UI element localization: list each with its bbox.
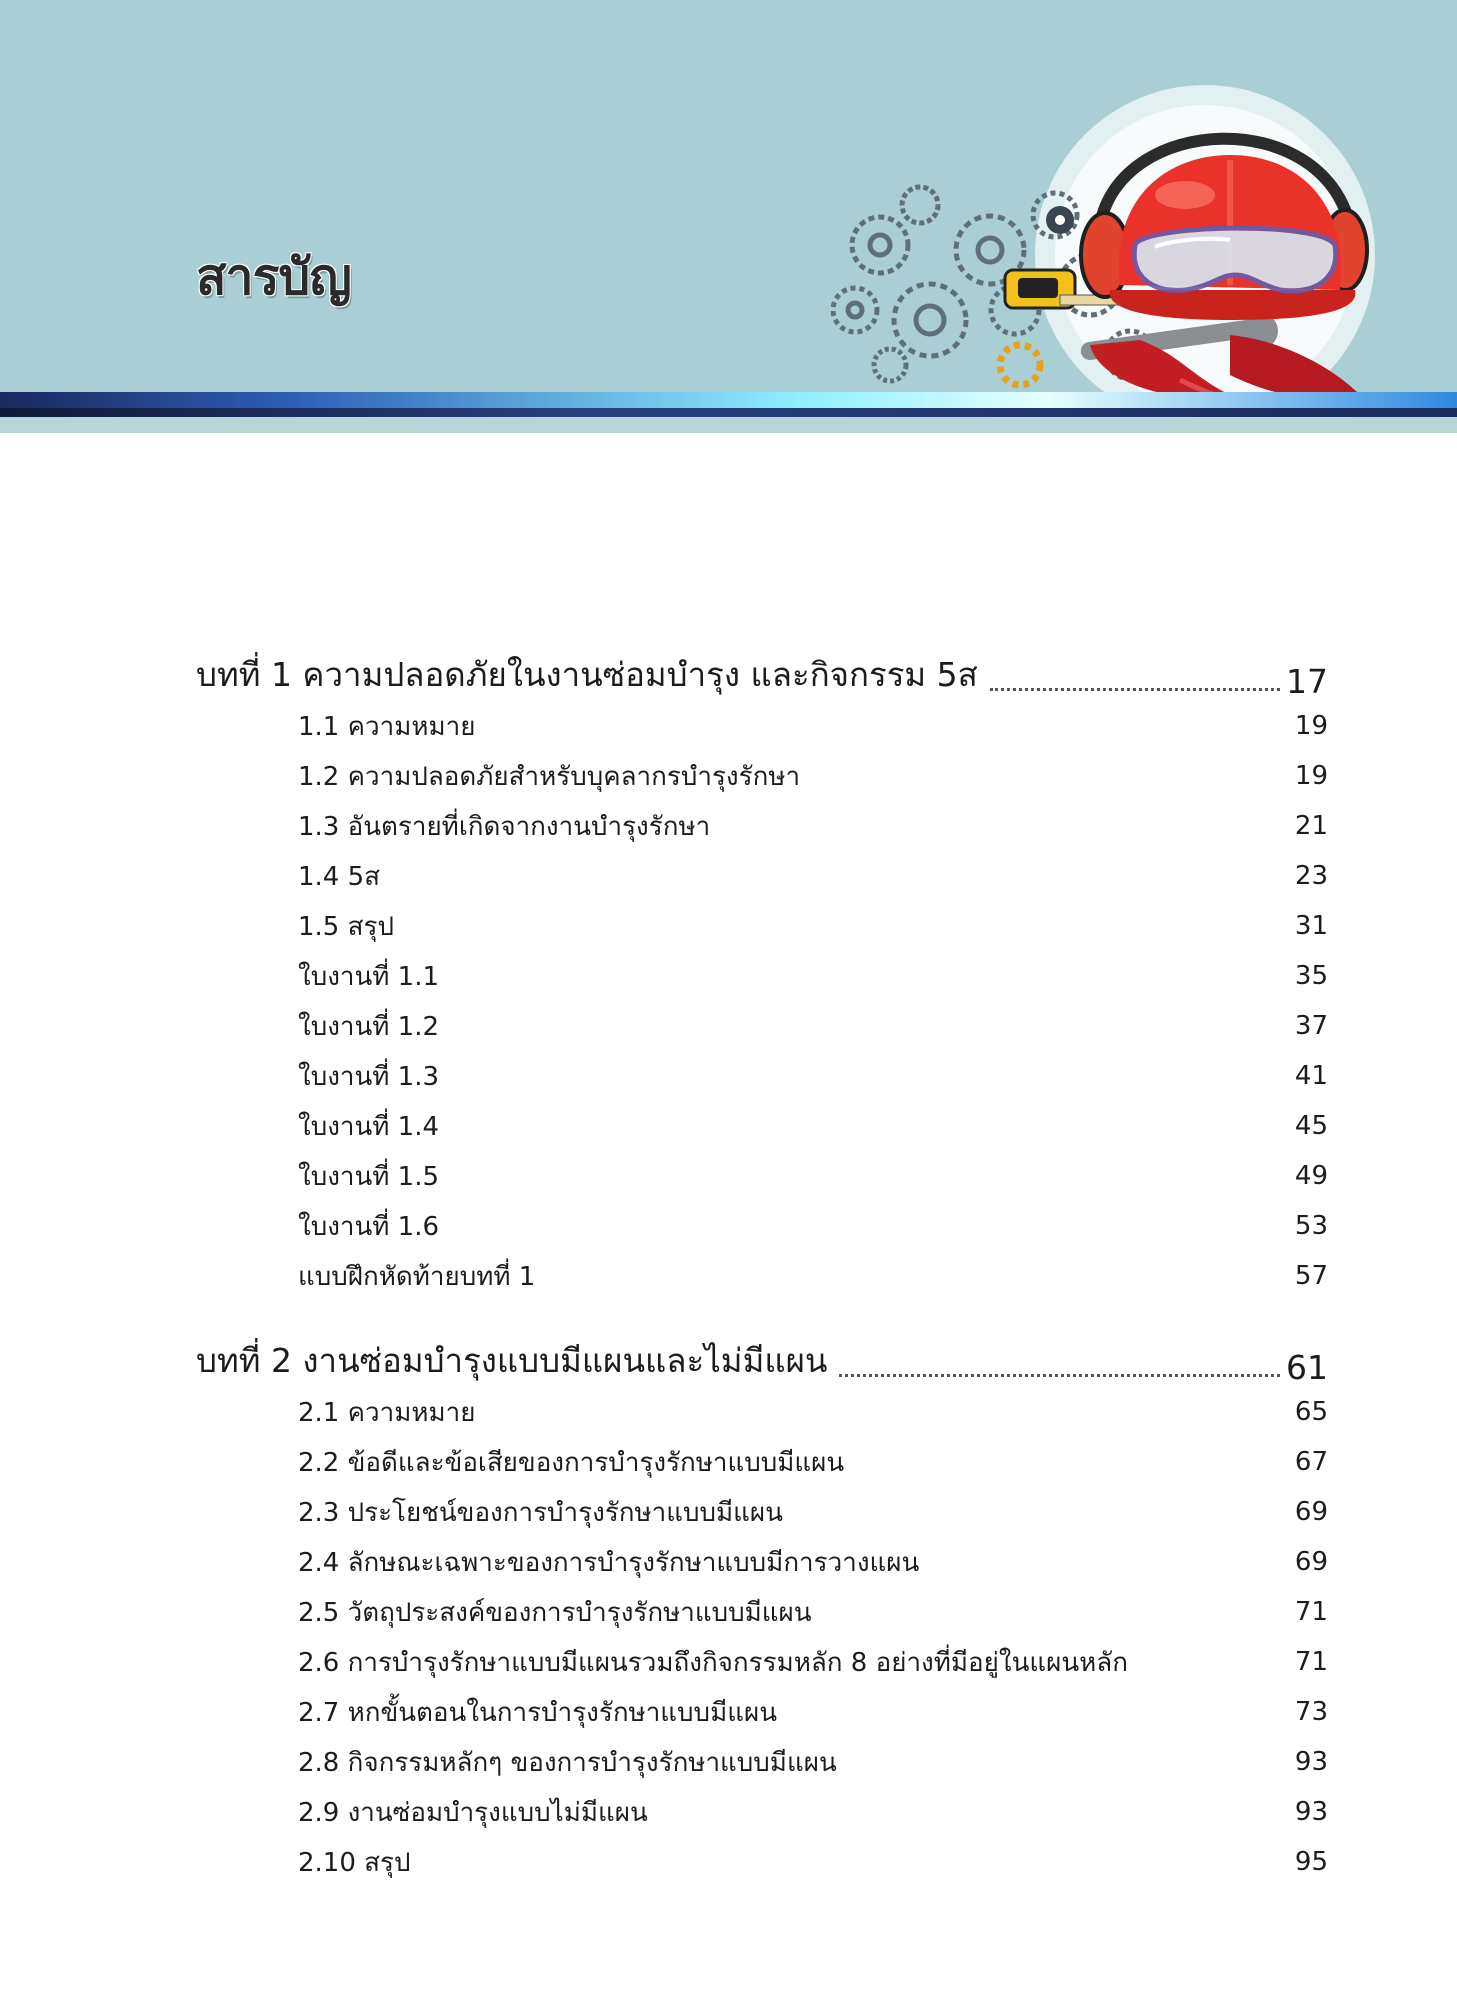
toc-entry[interactable]	[196, 1587, 1328, 1637]
entry-label: ใบงานที่ 1.1	[298, 961, 440, 992]
entry-label: 2.8 กิจกรรมหลักๆ ของการบำรุงรักษาแบบมีแผน	[298, 1747, 837, 1778]
entry-page: 71	[1294, 1647, 1328, 1677]
toc-entry[interactable]	[196, 851, 1328, 901]
entry-label: ใบงานที่ 1.5	[298, 1161, 440, 1192]
entry-page: 45	[1294, 1111, 1328, 1141]
toc-entry[interactable]	[196, 1837, 1328, 1887]
toc-entry[interactable]	[196, 1051, 1328, 1101]
entry-page: 37	[1294, 1011, 1328, 1041]
page-title: สารบัญ	[196, 248, 351, 306]
entry-page: 93	[1294, 1797, 1328, 1827]
entry-page: 71	[1294, 1597, 1328, 1627]
entry-label: 1.5 สรุป	[298, 911, 394, 942]
toc-entry[interactable]	[196, 1787, 1328, 1837]
chapter-page: 17	[1286, 662, 1328, 701]
entry-page: 73	[1294, 1697, 1328, 1727]
entry-page: 19	[1294, 761, 1328, 791]
entry-label: 2.10 สรุป	[298, 1847, 411, 1878]
toc-entry[interactable]	[196, 1537, 1328, 1587]
entry-page: 67	[1294, 1447, 1328, 1477]
entry-page: 35	[1294, 961, 1328, 991]
entry-page: 93	[1294, 1747, 1328, 1777]
toc-entry[interactable]	[196, 1001, 1328, 1051]
header-stripe-dark	[0, 408, 1457, 417]
entry-label: ใบงานที่ 1.4	[298, 1111, 440, 1142]
entry-page: 69	[1294, 1497, 1328, 1527]
toc-entry[interactable]	[196, 1201, 1328, 1251]
entry-page: 49	[1294, 1161, 1328, 1191]
table-of-contents	[196, 645, 1328, 1887]
entry-label: 2.6 การบำรุงรักษาแบบมีแผนรวมถึงกิจกรรมหลัก 8 อย่างที่มีอยู่ในแผนหลัก	[298, 1647, 1128, 1678]
chapter-page: 61	[1286, 1348, 1328, 1387]
toc-entry[interactable]	[196, 1101, 1328, 1151]
entry-page: 69	[1294, 1547, 1328, 1577]
entry-label: ใบงานที่ 1.2	[298, 1011, 440, 1042]
entry-label: 2.7 หกขั้นตอนในการบำรุงรักษาแบบมีแผน	[298, 1697, 777, 1728]
entry-label: ใบงานที่ 1.6	[298, 1211, 440, 1242]
toc-entry[interactable]	[196, 701, 1328, 751]
toc-entry[interactable]	[196, 1151, 1328, 1201]
entry-label: ใบงานที่ 1.3	[298, 1061, 440, 1092]
entry-page: 23	[1294, 861, 1328, 891]
entry-page: 19	[1294, 711, 1328, 741]
toc-entry[interactable]	[196, 1687, 1328, 1737]
entry-label: 2.2 ข้อดีและข้อเสียของการบำรุงรักษาแบบมีแผน	[298, 1447, 845, 1478]
entry-page: 65	[1294, 1397, 1328, 1427]
header-stripe-pale	[0, 417, 1457, 433]
entry-label: 2.5 วัตถุประสงค์ของการบำรุงรักษาแบบมีแผน	[298, 1597, 812, 1628]
dot-leader	[990, 688, 1280, 691]
entry-page: 95	[1294, 1847, 1328, 1877]
entry-label: 2.4 ลักษณะเฉพาะของการบำรุงรักษาแบบมีการวางแผน	[298, 1547, 920, 1578]
entry-page: 57	[1294, 1261, 1328, 1291]
entry-label: 2.1 ความหมาย	[298, 1397, 476, 1428]
toc-chapter-2[interactable]	[196, 1331, 1328, 1387]
toc-entry[interactable]	[196, 801, 1328, 851]
header-stripe	[0, 392, 1457, 408]
entry-label: แบบฝึกหัดท้ายบทที่ 1	[298, 1261, 536, 1292]
entry-label: 1.4 5ส	[298, 861, 381, 892]
toc-chapter-1[interactable]	[196, 645, 1328, 701]
entry-label: 2.9 งานซ่อมบำรุงแบบไม่มีแผน	[298, 1797, 648, 1828]
chapter-title: บทที่ 2 งานซ่อมบำรุงแบบมีแผนและไม่มีแผน	[196, 1341, 828, 1380]
entry-page: 31	[1294, 911, 1328, 941]
entry-label: 1.2 ความปลอดภัยสำหรับบุคลากรบำรุงรักษา	[298, 761, 801, 792]
toc-entry[interactable]	[196, 751, 1328, 801]
toc-entry[interactable]	[196, 1487, 1328, 1537]
toc-entry[interactable]	[196, 951, 1328, 1001]
dot-leader	[839, 1374, 1280, 1377]
toc-entry[interactable]	[196, 1737, 1328, 1787]
chapter-title: บทที่ 1 ความปลอดภัยในงานซ่อมบำรุง และกิจกรรม 5ส	[196, 655, 978, 694]
entry-page: 21	[1294, 811, 1328, 841]
chapter-gap	[196, 1301, 1328, 1331]
toc-entry[interactable]	[196, 1437, 1328, 1487]
toc-entry[interactable]	[196, 901, 1328, 951]
entry-label: 1.1 ความหมาย	[298, 711, 476, 742]
toc-entry[interactable]	[196, 1251, 1328, 1301]
gears-illustration	[760, 85, 1400, 425]
entry-page: 53	[1294, 1211, 1328, 1241]
toc-entry[interactable]	[196, 1387, 1328, 1437]
entry-label: 2.3 ประโยชน์ของการบำรุงรักษาแบบมีแผน	[298, 1497, 783, 1528]
entry-label: 1.3 อันตรายที่เกิดจากงานบำรุงรักษา	[298, 811, 711, 842]
page-header	[0, 0, 1457, 433]
entry-page: 41	[1294, 1061, 1328, 1091]
toc-entry[interactable]	[196, 1637, 1328, 1687]
